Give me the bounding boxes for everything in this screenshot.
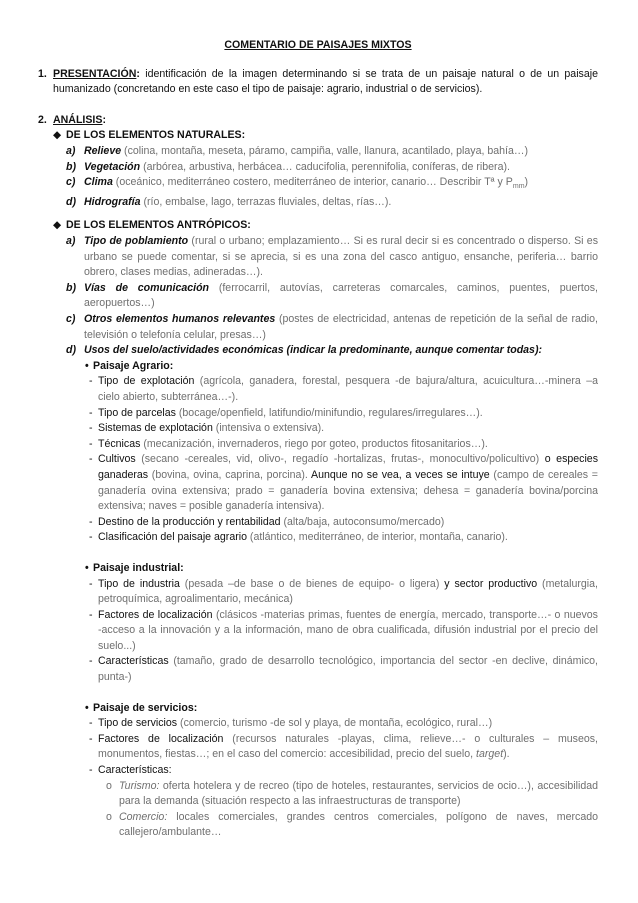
item-value: (mecanización, invernaderos, riego por goteo, productos fitosanitarios…). [140,437,488,450]
dash-item-explotacion [89,374,598,405]
heading-text: DE LOS ELEMENTOS ANTRÓPICOS: [66,219,251,232]
item-key: Tipo de servicios [98,717,178,730]
heading-text: Paisaje Agrario: [93,359,174,372]
item-detail: (arbórea, arbustiva, herbácea… caducifolia, perennifolia, coníferas, de ribera). [140,160,510,173]
item-detail: (río, embalse, lago, terrazas fluviales, deltas, rías…). [140,195,392,208]
diamond-bullet-icon: ◆ [53,129,62,142]
heading-text: DE LOS ELEMENTOS NATURALES: [66,129,246,142]
bullet-icon: • [85,359,89,372]
item-key: Tipo de parcelas [98,406,176,419]
heading-text: Paisaje industrial: [93,561,184,574]
dash-marker: - [89,437,93,450]
item-name: Vías de comunicación [84,281,210,294]
item-detail: (rural o urbano; emplazamiento… Si es rural decir si es concentrado o disperso. Si es urbano se puede comentar, si se aprecia, si es una zona del casco antiguo, ensanche, periferia… barrio obrero, clases medias, adineradas…). [84,235,598,279]
item-value: (bocage/openfield, latifundio/minifundio, regulares/irregulares…). [175,406,483,419]
dash-marker: - [89,764,93,777]
item-key: Factores de localización [98,608,213,621]
list-item-clima [66,175,598,195]
item-key: Características [98,655,169,668]
section-number: 1. [38,67,47,80]
document-title: COMENTARIO DE PAISAJES MIXTOS [224,39,412,51]
item-name: Usos del suelo/actividades económicas (indicar la predominante, aunque comentar todas): [84,344,543,357]
item-name: Tipo de poblamiento [84,235,189,248]
spacer [38,98,598,113]
dash-item-tipo-industria [89,577,598,608]
section-colon: : [102,113,106,126]
dash-item-tecnicas [89,437,598,453]
dash-marker: - [89,531,93,544]
item-name: Relieve [84,144,122,157]
item-detail: (colina, montaña, meseta, páramo, campiña, valle, llanura, acantilado, playa, bahía…) [121,144,529,157]
sub-item-comercio [106,810,598,841]
section-text: identificación de la imagen determinando si se trata de un paisaje natural o de un paisaje humanizado (concretando en este caso el tipo de paisaje: agrario, industrial o de servicios). [53,67,598,96]
item-value: (agrícola, ganadera, forestal, pesquera -de bajura/altura, acuicultura…-minera –a cielo abierto, subterránea…-). [98,375,598,403]
item-key: y sector productivo [439,577,538,590]
heading-text: Paisaje de servicios: [93,701,198,714]
section-label: ANÁLISIS [53,113,103,126]
item-value: (comercio, turismo -de sol y playa, de montaña, ecológico, rural…) [177,717,493,730]
item-key: Comercio: [119,810,168,823]
item-name: Vegetación [84,160,141,173]
dash-marker: - [89,453,93,466]
item-value: (intensiva o extensiva). [212,422,325,435]
item-value: (campo de cereales = ganadería ovina extensiva; prado = ganadería bovina extensiva; dehesa = ganadería bovina/porcina extensiva; naves = posible ganadería intensiva). [98,468,598,513]
dash-marker: - [89,732,93,745]
bullet-icon: • [85,561,89,574]
dash-item-clasificacion [89,530,598,546]
item-value: (secano -cereales, vid, olivo-, regadío -hortalizas, frutas-, monocultivo/policultivo) [135,453,540,466]
item-name: Hidrografía [84,195,141,208]
item-value: (tamaño, grado de desarrollo tecnológico, importancia del sector -en declive, dinámico, punta-) [98,655,598,684]
item-detail-end: ) [524,176,529,189]
list-item-hidrografia [66,195,598,211]
item-key: Técnicas [98,437,141,450]
item-key: Cultivos [98,453,136,466]
item-value: (recursos naturales -playas, clima, relieve…- o culturales – museos, monumentos, fiestas…; en el caso del comercio: accesibilidad, precio del suelo, [98,732,598,761]
item-name: Otros elementos humanos relevantes [84,313,276,326]
dash-marker: - [89,577,93,590]
item-value-italic: target [476,748,504,761]
dash-item-parcelas [89,406,598,422]
item-letter: b) [66,160,76,173]
servicios-heading [85,701,598,717]
dash-marker: - [89,406,93,419]
spacer [38,686,598,701]
industrial-heading [85,561,598,577]
section-number: 2. [38,113,47,126]
section-label: PRESENTACIÓN [53,67,137,80]
dash-item-cultivos [89,452,598,514]
item-detail: (oceánico, mediterráneo costero, mediterráneo de interior, canario… Describir Tª y P [112,176,513,189]
item-key: Destino de la producción y rentabilidad [98,515,281,528]
item-value: (alta/baja, autoconsumo/mercado) [280,515,445,528]
list-item-vias [66,281,598,312]
dash-marker: - [89,717,93,730]
circle-marker: o [106,779,112,792]
item-detail: (ferrocarril, autovías, carreteras comarcales, caminos, puentes, puertos, aeropuertos…) [84,281,598,310]
item-value: oferta hotelera y de recreo (tipo de hoteles, restaurantes, servicios de ocio…), accesibilidad para la demanda (situación respecto a las infraestructuras de transporte) [119,779,598,808]
item-letter: b) [66,281,76,294]
item-letter: a) [66,235,76,248]
dash-item-caracteristicas-servicios [89,763,598,779]
item-key: Características: [98,764,172,777]
item-letter: a) [66,144,76,157]
item-value: (metalurgia, petroquímica, agroalimentario, mecánica) [98,577,598,606]
section-body [53,67,598,98]
item-value: (atlántico, mediterráneo, de interior, montaña, canario). [246,531,508,544]
sub-item-turismo [106,779,598,810]
item-letter: d) [66,344,76,357]
section-colon: : [136,67,140,80]
item-letter: c) [66,176,76,189]
item-value: locales comerciales, grandes centros comerciales, polígono de naves, mercado callejero/ambulante… [119,810,598,839]
dash-item-factores-industria [89,608,598,655]
item-letter: d) [66,195,76,208]
dash-marker: - [89,515,93,528]
list-item-usos [66,343,598,359]
list-item-vegetacion [66,160,598,176]
anthropic-elements-heading [53,218,598,234]
item-key: Factores de localización [98,732,224,745]
spacer [38,546,598,561]
natural-elements-heading [53,128,598,144]
item-value: (pesada –de base o de bienes de equipo- o ligera) [179,577,440,590]
item-letter: c) [66,313,76,326]
circle-marker: o [106,810,112,823]
item-detail: (postes de electricidad, antenas de repetición de la señal de radio, televisión o telefonía celular, presas…) [84,313,598,341]
section-body [53,113,598,129]
item-key: Tipo de explotación [98,375,195,388]
list-item-poblamiento [66,234,598,281]
item-key: o especies ganaderas [98,453,598,481]
item-key: Tipo de industria [98,577,180,590]
dash-marker: - [89,375,93,388]
dash-item-sistemas [89,421,598,437]
item-name: Clima [84,176,113,189]
dash-marker: - [89,655,93,668]
item-subscript: mm [512,183,525,191]
dash-marker: - [89,608,93,621]
diamond-bullet-icon: ◆ [53,219,62,232]
item-key: Turismo: [119,779,160,792]
list-item-otros [66,312,598,343]
spacer [38,210,598,218]
list-item-relieve [66,144,598,160]
item-key: Sistemas de explotación [98,422,213,435]
agrario-heading [85,359,598,375]
item-key: Clasificación del paisaje agrario [98,531,247,544]
dash-item-tipo-servicios [89,716,598,732]
item-key: Aunque no se vea, a veces se intuye [307,468,490,481]
item-value-end: ). [503,748,510,761]
section-presentacion [38,67,598,98]
item-value: (bovina, ovina, caprina, porcina). [148,468,308,481]
dash-item-caracteristicas-industria [89,654,598,685]
dash-item-destino [89,515,598,531]
dash-marker: - [89,422,93,435]
section-analisis [38,113,598,129]
bullet-icon: • [85,701,89,714]
item-value: (clásicos -materias primas, fuentes de energía, mercado, transporte…- o nuevos -acceso a la innovación y a la información, mano de obra cualificada, difusión industrial por el precio del suelo...) [98,608,598,652]
dash-item-factores-servicios [89,732,598,763]
